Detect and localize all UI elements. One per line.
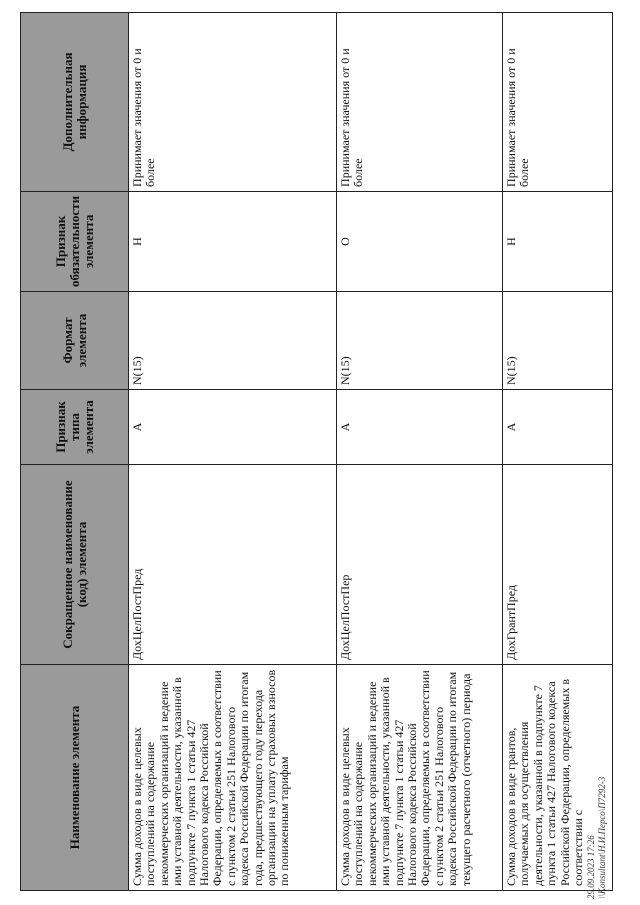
cell-element-required: О — [337, 191, 503, 291]
cell-element-name: Сумма доходов в виде грантов, получаемых для осуществления деятельности, указанной в подпункте 7 пункта 1 статьи 427 Налогового кодекса Российской Федерации, определяемых в соответствии с — [503, 665, 613, 891]
cell-element-format: N(15) — [503, 292, 613, 390]
cell-element-code: ДохЦелПостПред — [129, 465, 337, 665]
header-element-code: Сокращенное наименование (код) элемента — [21, 465, 129, 665]
cell-element-type: А — [129, 390, 337, 465]
cell-element-name: Сумма доходов в виде целевых поступлений на содержание некоммерческих организаций и ведение ими уставной деятельности, указанной в подпункте 7 пункта 1 статьи 427 Налогового кодекса Российской Федерации, определяемых в соответствии с пунктом 2 статьи 251 Налогового кодекса Российской Федерации по итогам текущего расчетного (отчетного) периода — [337, 665, 503, 891]
header-additional-info: Дополнительная информация — [21, 12, 129, 191]
cell-element-code: ДохЦелПостПер — [337, 465, 503, 665]
header-element-format: Формат элемента — [21, 292, 129, 390]
header-element-required: Признак обязательности элемента — [21, 191, 129, 291]
elements-table — [20, 12, 613, 891]
cell-additional-info: Принимает значения от 0 и более — [337, 12, 503, 191]
cell-additional-info: Принимает значения от 0 и более — [129, 12, 337, 191]
header-element-type: Признак типа элемента — [21, 390, 129, 465]
cell-element-code: ДохГрантПред — [503, 465, 613, 665]
stamp-path: \\Konsultant\Н.И.Персо\П7292-3 — [597, 776, 607, 899]
table-header-row — [21, 12, 129, 890]
table-row — [337, 12, 503, 890]
cell-element-format: N(15) — [129, 292, 337, 390]
cell-element-type: А — [337, 390, 503, 465]
cell-element-name: Сумма доходов в виде целевых поступлений на содержание некоммерческих организаций и ведение ими уставной деятельности, указанной в подпункте 7 пункта 1 статьи 427 Налогового кодекса Российской Федерации, определяемых в соответствии с пунктом 2 статьи 251 Налогового кодекса Российской Федерации по итогам года, предшествующего году перехода организации на уплату страховых взносов по пониженным тарифам — [129, 665, 337, 891]
cell-element-required: Н — [129, 191, 337, 291]
cell-additional-info: Принимает значения от 0 и более — [503, 12, 613, 191]
cell-element-format: N(15) — [337, 292, 503, 390]
header-element-name: Наименование элемента — [21, 665, 129, 891]
table-row — [503, 12, 613, 890]
stamp-date: 29.09.2023 17:26 — [586, 835, 596, 899]
table-row — [129, 12, 337, 890]
cell-element-required: Н — [503, 191, 613, 291]
cell-element-type: А — [503, 390, 613, 465]
print-stamp — [586, 777, 608, 899]
